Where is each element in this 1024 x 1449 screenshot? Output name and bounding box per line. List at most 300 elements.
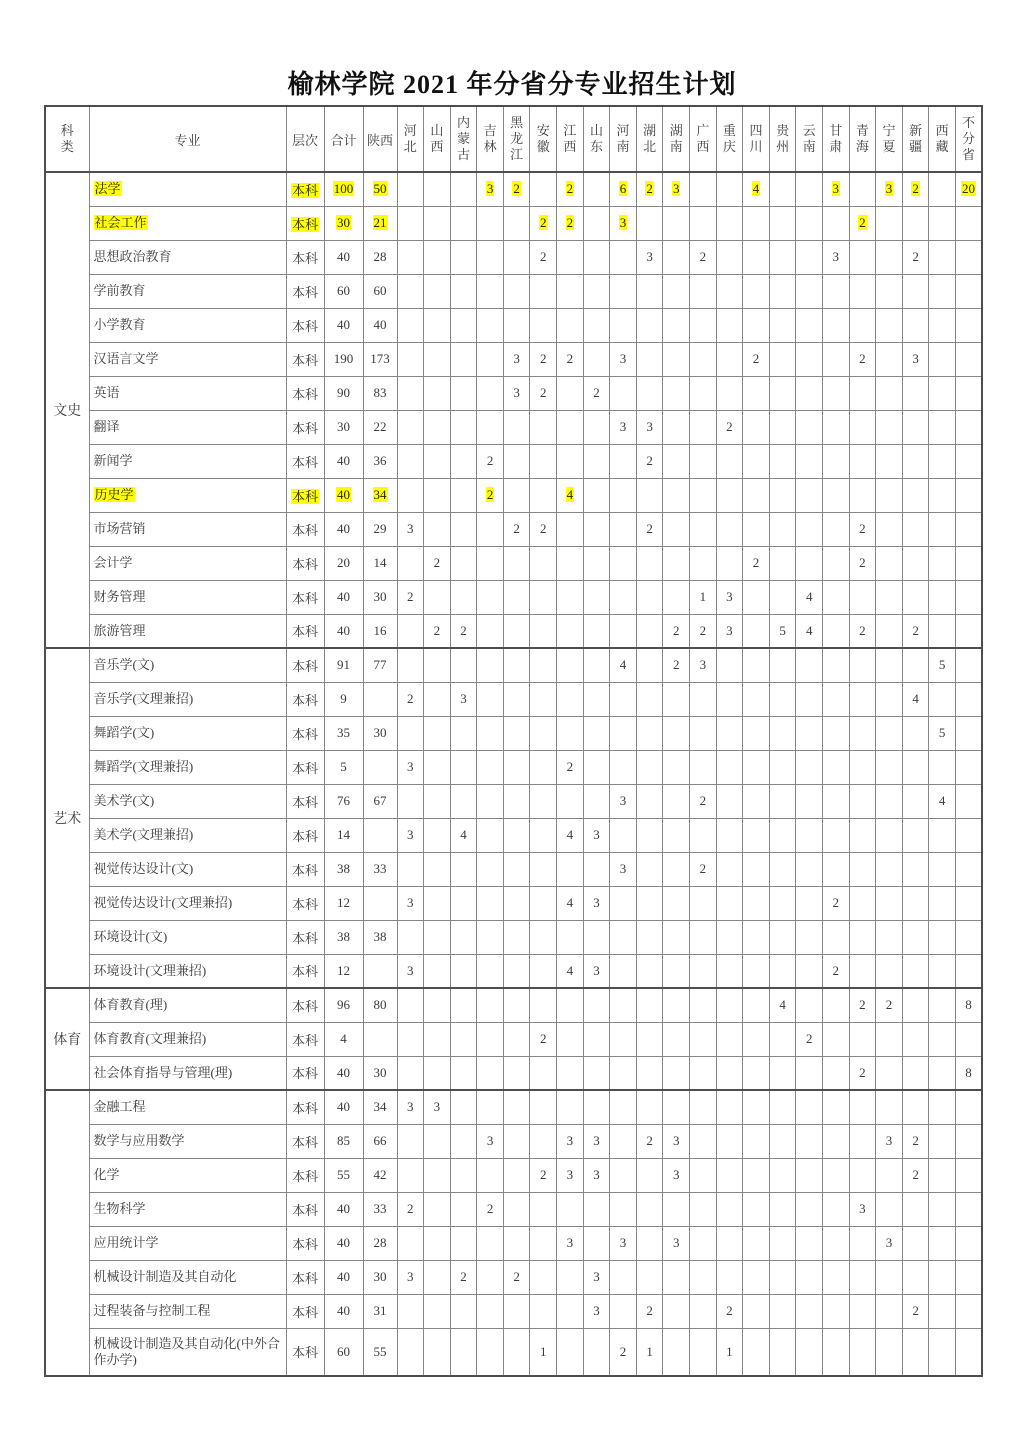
province-value-cell xyxy=(955,274,982,308)
value-label: 2 xyxy=(859,351,866,366)
province-value-cell xyxy=(636,240,663,274)
major-cell xyxy=(89,1056,286,1090)
table-row xyxy=(45,512,982,546)
province-value-cell xyxy=(849,1226,876,1260)
province-value-cell xyxy=(955,886,982,920)
major-cell xyxy=(89,954,286,988)
level-label: 本科 xyxy=(291,1134,318,1150)
province-value-cell xyxy=(557,308,584,342)
province-value-cell xyxy=(876,206,903,240)
province-value-cell xyxy=(929,410,956,444)
province-value-cell xyxy=(690,1056,717,1090)
province-value-cell xyxy=(503,1294,530,1328)
province-value-cell xyxy=(876,954,903,988)
province-value-cell xyxy=(477,852,504,886)
province-value-cell xyxy=(690,206,717,240)
value-label: 3 xyxy=(672,1235,680,1250)
province-value-cell xyxy=(477,478,504,512)
value-label: 2 xyxy=(566,759,574,774)
province-value-cell xyxy=(397,1124,424,1158)
province-value-cell xyxy=(796,546,823,580)
province-value-cell xyxy=(557,478,584,512)
province-value-cell xyxy=(796,1022,823,1056)
value-label: 2 xyxy=(699,861,707,876)
province-value-cell xyxy=(902,886,929,920)
province-value-cell xyxy=(690,954,717,988)
province-value-cell xyxy=(955,1226,982,1260)
level-label: 本科 xyxy=(291,352,318,368)
province-value-cell xyxy=(530,376,557,410)
province-value-cell xyxy=(503,274,530,308)
province-value-cell xyxy=(424,716,451,750)
province-value-cell xyxy=(743,240,770,274)
province-value-cell xyxy=(823,954,850,988)
province-value-cell xyxy=(849,410,876,444)
level-cell xyxy=(286,206,324,240)
value-label: 40 xyxy=(337,487,350,502)
province-value-cell xyxy=(902,410,929,444)
province-value-cell xyxy=(849,886,876,920)
value-label: 50 xyxy=(373,181,387,197)
province-value-cell xyxy=(929,1192,956,1226)
province-value-cell xyxy=(929,920,956,954)
value-label: 2 xyxy=(646,1303,653,1318)
province-value-cell xyxy=(743,1056,770,1090)
province-value-cell xyxy=(363,1260,397,1294)
province-value-cell xyxy=(363,444,397,478)
province-value-cell xyxy=(876,1192,903,1226)
value-label: 4 xyxy=(805,589,813,604)
province-value-cell xyxy=(902,1158,929,1192)
province-value-cell xyxy=(557,546,584,580)
province-value-cell xyxy=(955,920,982,954)
province-value-cell xyxy=(424,818,451,852)
province-value-cell xyxy=(477,512,504,546)
table-row xyxy=(45,172,982,206)
province-value-cell xyxy=(583,1328,610,1376)
level-label: 本科 xyxy=(291,522,318,538)
value-label: 2 xyxy=(513,1269,520,1284)
value-label: 3 xyxy=(407,827,414,842)
province-value-cell xyxy=(876,1022,903,1056)
province-value-cell xyxy=(902,614,929,648)
level-label: 本科 xyxy=(291,590,318,606)
province-value-cell xyxy=(663,1328,690,1376)
value-label: 30 xyxy=(337,215,350,230)
province-value-cell xyxy=(796,988,823,1022)
province-value-cell xyxy=(503,240,530,274)
level-label: 本科 xyxy=(291,556,318,572)
value-label: 3 xyxy=(486,181,494,197)
province-value-cell xyxy=(690,988,717,1022)
province-value-cell xyxy=(876,1124,903,1158)
province-value-cell xyxy=(557,818,584,852)
province-value-cell xyxy=(363,818,397,852)
province-value-cell xyxy=(663,172,690,206)
province-value-cell xyxy=(530,614,557,648)
province-value-cell xyxy=(849,1022,876,1056)
province-value-cell xyxy=(450,750,477,784)
value-label: 4 xyxy=(460,827,467,842)
value-label: 3 xyxy=(619,351,627,366)
province-value-cell xyxy=(424,1260,451,1294)
province-value-cell xyxy=(902,852,929,886)
province-value-cell xyxy=(849,376,876,410)
province-value-cell xyxy=(955,410,982,444)
value-label: 173 xyxy=(370,351,390,366)
province-value-cell xyxy=(477,886,504,920)
province-value-cell xyxy=(716,682,743,716)
province-value-cell xyxy=(929,750,956,784)
major-label: 小学教育 xyxy=(93,316,146,332)
province-value-cell xyxy=(583,988,610,1022)
province-value-cell xyxy=(397,1260,424,1294)
province-value-cell xyxy=(796,750,823,784)
province-value-cell xyxy=(477,614,504,648)
level-cell xyxy=(286,274,324,308)
province-value-cell xyxy=(796,206,823,240)
province-value-cell xyxy=(769,206,796,240)
province-value-cell xyxy=(955,478,982,512)
level-label: 本科 xyxy=(291,318,318,334)
value-label: 14 xyxy=(373,555,387,570)
province-value-cell xyxy=(397,580,424,614)
province-value-cell xyxy=(397,1090,424,1124)
total-cell xyxy=(324,988,363,1022)
value-label: 2 xyxy=(646,453,653,468)
province-value-cell xyxy=(477,1056,504,1090)
province-value-cell xyxy=(363,1090,397,1124)
province-value-cell xyxy=(610,342,637,376)
province-value-cell xyxy=(397,784,424,818)
value-label: 96 xyxy=(337,997,350,1013)
province-value-cell xyxy=(743,852,770,886)
province-value-cell xyxy=(663,376,690,410)
value-label: 2 xyxy=(646,1133,653,1148)
province-value-cell xyxy=(690,818,717,852)
value-label: 3 xyxy=(619,1235,627,1250)
province-value-cell xyxy=(397,716,424,750)
value-label: 67 xyxy=(373,793,387,808)
province-value-cell xyxy=(663,648,690,682)
level-cell xyxy=(286,988,324,1022)
province-value-cell xyxy=(636,206,663,240)
province-value-cell xyxy=(876,240,903,274)
level-cell xyxy=(286,818,324,852)
province-value-cell xyxy=(557,784,584,818)
value-label: 2 xyxy=(513,521,520,536)
province-value-cell xyxy=(769,512,796,546)
header-province-1 xyxy=(397,106,424,172)
province-value-cell xyxy=(929,1158,956,1192)
province-value-cell xyxy=(743,478,770,512)
province-value-cell xyxy=(530,682,557,716)
level-cell xyxy=(286,1124,324,1158)
value-label: 4 xyxy=(619,657,627,673)
province-value-cell xyxy=(690,1090,717,1124)
province-value-cell xyxy=(424,240,451,274)
value-label: 5 xyxy=(779,622,786,638)
province-value-cell xyxy=(477,580,504,614)
province-value-cell xyxy=(610,1294,637,1328)
value-label: 3 xyxy=(699,657,707,673)
province-value-cell xyxy=(450,886,477,920)
header-province-label: 广西 xyxy=(696,123,710,154)
value-label: 21 xyxy=(373,215,387,230)
province-value-cell xyxy=(955,852,982,886)
province-value-cell xyxy=(583,1056,610,1090)
province-value-cell xyxy=(902,512,929,546)
province-value-cell xyxy=(663,1260,690,1294)
table-row xyxy=(45,240,982,274)
province-value-cell xyxy=(397,410,424,444)
province-value-cell xyxy=(450,546,477,580)
province-value-cell xyxy=(424,954,451,988)
total-cell xyxy=(324,172,363,206)
major-cell xyxy=(89,1226,286,1260)
level-label: 本科 xyxy=(291,964,318,980)
province-value-cell xyxy=(583,648,610,682)
value-label: 3 xyxy=(619,793,627,808)
province-value-cell xyxy=(955,308,982,342)
province-value-cell xyxy=(769,1192,796,1226)
province-value-cell xyxy=(450,784,477,818)
province-value-cell xyxy=(477,410,504,444)
value-label: 3 xyxy=(726,589,733,604)
province-value-cell xyxy=(477,1328,504,1376)
province-value-cell xyxy=(450,512,477,546)
major-label: 数学与应用数学 xyxy=(93,1132,185,1148)
total-cell xyxy=(324,614,363,648)
province-value-cell xyxy=(796,818,823,852)
province-value-cell xyxy=(823,682,850,716)
province-value-cell xyxy=(397,478,424,512)
total-cell xyxy=(324,1158,363,1192)
level-label: 本科 xyxy=(291,930,318,946)
province-value-cell xyxy=(583,750,610,784)
province-value-cell xyxy=(716,750,743,784)
table-row xyxy=(45,376,982,410)
value-label: 3 xyxy=(407,895,414,910)
province-value-cell xyxy=(902,750,929,784)
province-value-cell xyxy=(363,1056,397,1090)
province-value-cell xyxy=(663,274,690,308)
province-value-cell xyxy=(955,716,982,750)
province-value-cell xyxy=(823,240,850,274)
level-label: 本科 xyxy=(291,1202,318,1218)
province-value-cell xyxy=(583,172,610,206)
province-value-cell xyxy=(503,818,530,852)
province-value-cell xyxy=(397,1226,424,1260)
province-value-cell xyxy=(424,478,451,512)
value-label: 2 xyxy=(407,691,414,706)
province-value-cell xyxy=(530,716,557,750)
major-cell xyxy=(89,512,286,546)
province-value-cell xyxy=(503,920,530,954)
province-value-cell xyxy=(557,1226,584,1260)
province-value-cell xyxy=(849,1192,876,1226)
value-label: 3 xyxy=(646,419,653,434)
province-value-cell xyxy=(424,410,451,444)
province-value-cell xyxy=(876,886,903,920)
province-value-cell xyxy=(769,444,796,478)
total-cell xyxy=(324,274,363,308)
province-value-cell xyxy=(769,478,796,512)
province-value-cell xyxy=(477,682,504,716)
province-value-cell xyxy=(955,206,982,240)
value-label: 3 xyxy=(513,385,520,400)
province-value-cell xyxy=(636,614,663,648)
province-value-cell xyxy=(477,1226,504,1260)
province-value-cell xyxy=(363,206,397,240)
province-value-cell xyxy=(363,1192,397,1226)
table-row xyxy=(45,1090,982,1124)
province-value-cell xyxy=(823,1294,850,1328)
province-value-cell xyxy=(397,206,424,240)
province-value-cell xyxy=(743,580,770,614)
header-province-10 xyxy=(636,106,663,172)
province-value-cell xyxy=(716,172,743,206)
province-value-cell xyxy=(902,1090,929,1124)
province-value-cell xyxy=(796,1056,823,1090)
level-label: 本科 xyxy=(291,1236,318,1252)
province-value-cell xyxy=(769,240,796,274)
province-value-cell xyxy=(769,376,796,410)
value-label: 55 xyxy=(373,1343,387,1359)
province-value-cell xyxy=(477,308,504,342)
province-value-cell xyxy=(876,1294,903,1328)
province-value-cell xyxy=(363,852,397,886)
province-value-cell xyxy=(450,274,477,308)
value-label: 2 xyxy=(407,589,414,604)
province-value-cell xyxy=(397,954,424,988)
province-value-cell xyxy=(876,818,903,852)
province-value-cell xyxy=(610,852,637,886)
province-value-cell xyxy=(876,1056,903,1090)
province-value-cell xyxy=(929,512,956,546)
province-value-cell xyxy=(743,308,770,342)
province-value-cell xyxy=(796,342,823,376)
province-value-cell xyxy=(902,1022,929,1056)
header-province-7 xyxy=(557,106,584,172)
province-value-cell xyxy=(530,410,557,444)
province-value-cell xyxy=(902,376,929,410)
total-cell xyxy=(324,716,363,750)
level-label: 本科 xyxy=(291,760,318,776)
province-value-cell xyxy=(876,580,903,614)
province-value-cell xyxy=(557,580,584,614)
province-value-cell xyxy=(796,444,823,478)
province-value-cell xyxy=(583,240,610,274)
province-value-cell xyxy=(397,512,424,546)
province-value-cell xyxy=(823,172,850,206)
province-value-cell xyxy=(716,478,743,512)
province-value-cell xyxy=(929,376,956,410)
level-label: 本科 xyxy=(291,828,318,844)
province-value-cell xyxy=(530,1260,557,1294)
level-cell xyxy=(286,308,324,342)
value-label: 3 xyxy=(566,1167,574,1182)
province-value-cell xyxy=(636,920,663,954)
major-label: 金融工程 xyxy=(93,1099,146,1115)
level-cell xyxy=(286,512,324,546)
province-value-cell xyxy=(477,954,504,988)
province-value-cell xyxy=(610,1158,637,1192)
value-label: 29 xyxy=(373,521,387,536)
table-row xyxy=(45,1260,982,1294)
province-value-cell xyxy=(503,1226,530,1260)
level-cell xyxy=(286,546,324,580)
province-value-cell xyxy=(503,1192,530,1226)
level-label: 本科 xyxy=(291,284,318,300)
province-value-cell xyxy=(583,1226,610,1260)
value-label: 5 xyxy=(938,725,946,740)
province-value-cell xyxy=(849,716,876,750)
province-value-cell xyxy=(530,512,557,546)
major-cell xyxy=(89,682,286,716)
province-value-cell xyxy=(743,172,770,206)
value-label: 2 xyxy=(699,249,707,264)
province-value-cell xyxy=(902,274,929,308)
table-row xyxy=(45,920,982,954)
header-category-label: 科类 xyxy=(60,123,74,154)
province-value-cell xyxy=(557,1022,584,1056)
total-cell xyxy=(324,954,363,988)
province-value-cell xyxy=(663,206,690,240)
province-value-cell xyxy=(716,1192,743,1226)
province-value-cell xyxy=(636,444,663,478)
province-value-cell xyxy=(450,1328,477,1376)
province-value-cell xyxy=(769,1090,796,1124)
province-value-cell xyxy=(503,172,530,206)
province-value-cell xyxy=(636,376,663,410)
province-value-cell xyxy=(955,1192,982,1226)
value-label: 2 xyxy=(433,622,441,638)
header-province-label: 黑龙江 xyxy=(510,115,524,162)
value-label: 2 xyxy=(672,622,680,638)
value-label: 100 xyxy=(333,181,354,197)
header-province-label: 甘肃 xyxy=(829,123,843,154)
province-value-cell xyxy=(849,648,876,682)
province-value-cell xyxy=(363,750,397,784)
total-cell xyxy=(324,1090,363,1124)
province-value-cell xyxy=(902,1056,929,1090)
value-label: 20 xyxy=(962,181,976,197)
total-cell xyxy=(324,920,363,954)
province-value-cell xyxy=(876,444,903,478)
province-value-cell xyxy=(876,410,903,444)
level-cell xyxy=(286,648,324,682)
major-label: 机械设计制造及其自动化 xyxy=(93,1268,237,1284)
province-value-cell xyxy=(823,274,850,308)
province-value-cell xyxy=(450,1124,477,1158)
province-value-cell xyxy=(363,580,397,614)
level-label: 本科 xyxy=(291,624,318,640)
province-value-cell xyxy=(610,750,637,784)
province-value-cell xyxy=(929,648,956,682)
province-value-cell xyxy=(636,1124,663,1158)
major-cell xyxy=(89,308,286,342)
province-value-cell xyxy=(610,1328,637,1376)
province-value-cell xyxy=(583,274,610,308)
value-label: 60 xyxy=(373,283,387,298)
province-value-cell xyxy=(424,1056,451,1090)
value-label: 2 xyxy=(566,215,574,230)
province-value-cell xyxy=(363,784,397,818)
value-label: 33 xyxy=(373,861,387,876)
table-row xyxy=(45,1022,982,1056)
province-value-cell xyxy=(902,1260,929,1294)
